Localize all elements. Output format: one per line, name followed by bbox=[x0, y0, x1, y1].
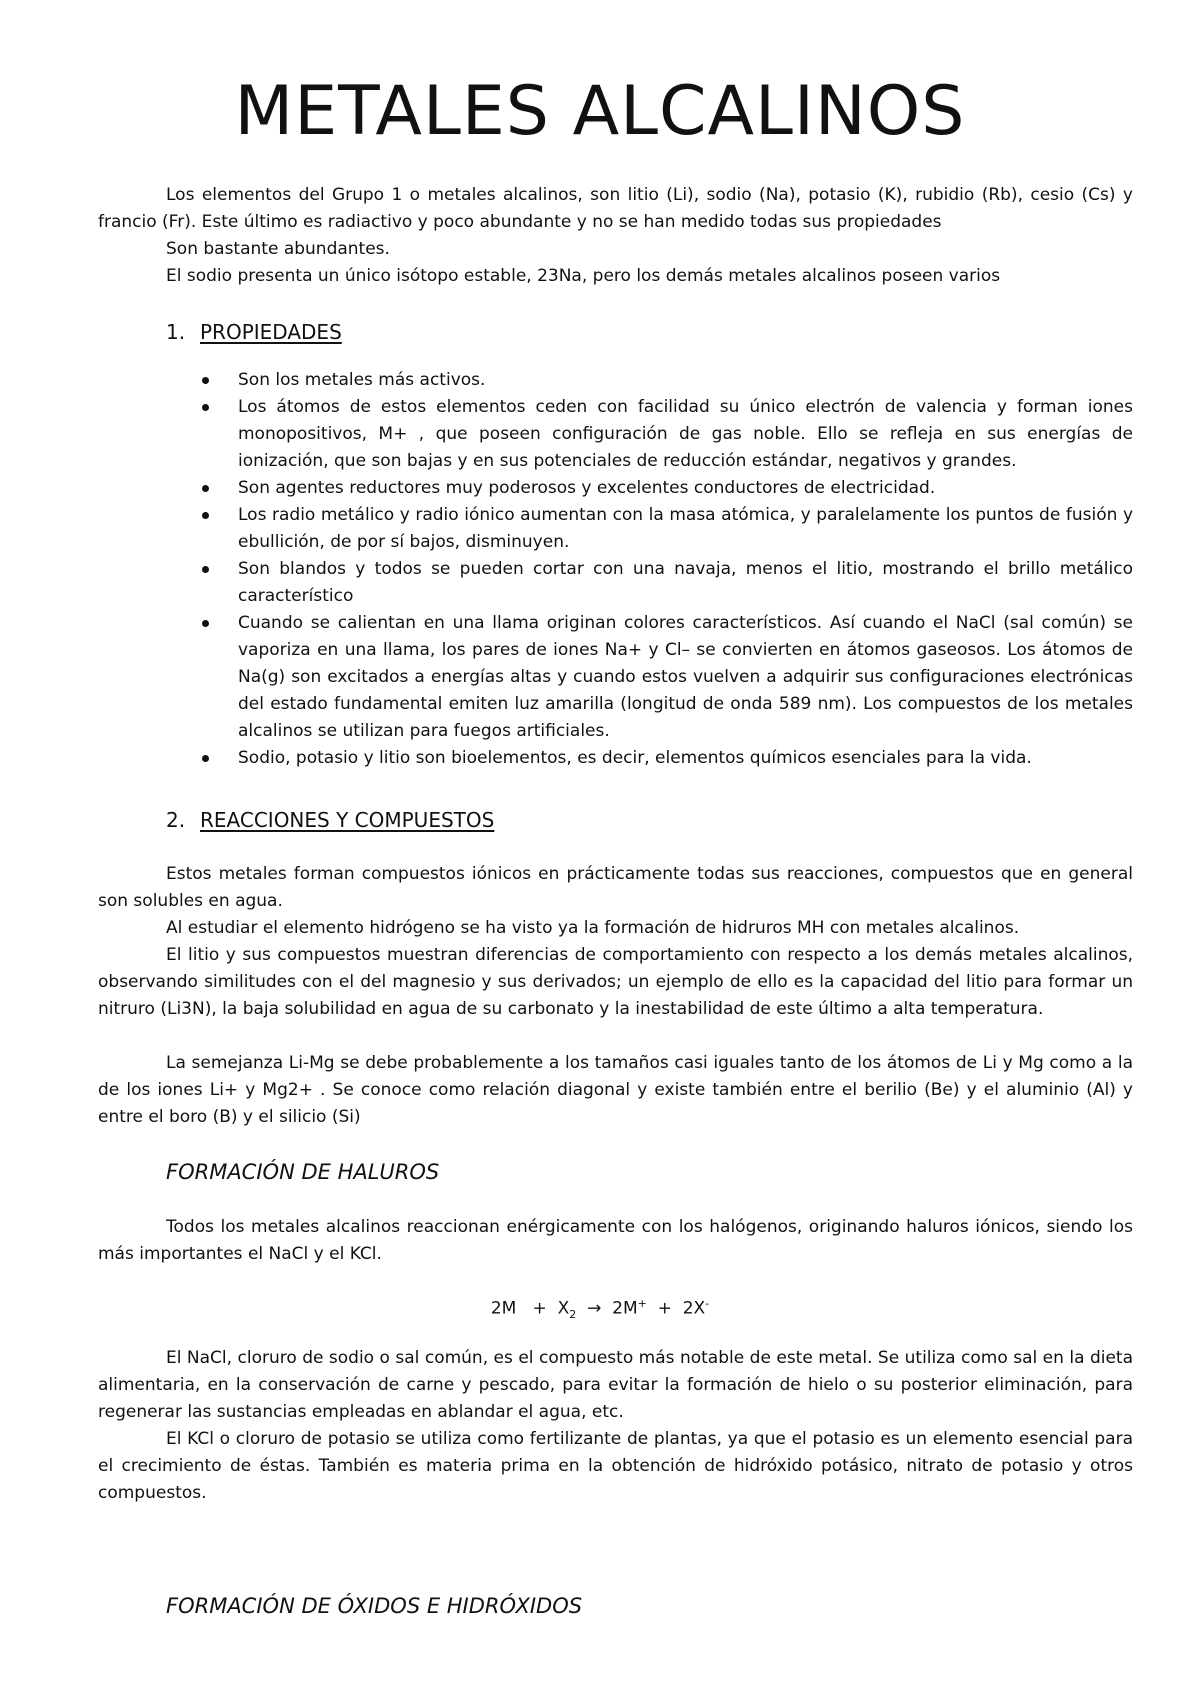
list-item-text: Sodio, potasio y litio son bioelementos, es decir, elementos químicos esenciales para la vida. bbox=[238, 748, 1032, 768]
section-title: PROPIEDADES bbox=[200, 320, 342, 344]
equation-superscript: - bbox=[705, 1297, 710, 1310]
list-item bbox=[200, 745, 1133, 772]
reacciones-paragraph-2: Al estudiar el elemento hidrógeno se ha visto ya la formación de hidruros MH con metales alcalinos. bbox=[166, 918, 1020, 938]
equation-plus: + bbox=[532, 1298, 547, 1319]
haluros-paragraph-3: El KCl o cloruro de potasio se utiliza como fertilizante de plantas, ya que el potasio es un elemento esencial para el crecimiento de éstas. También es materia prima en la obtención de hidróxido potásico, nitrato de potasio y otros compuestos. bbox=[98, 1429, 1133, 1503]
list-item bbox=[200, 475, 1133, 502]
list-item bbox=[200, 502, 1133, 556]
reacciones-paragraph-4: La semejanza Li-Mg se debe probablemente a los tamaños casi iguales tanto de los átomos de Li y Mg como a la de los iones Li+ y Mg2+ . Se conoce como relación diagonal y existe también entre el berilio (Be) y el aluminio (Al) y entre el boro (B) y el silicio (Si) bbox=[98, 1053, 1133, 1127]
list-item-text: Son agentes reductores muy poderosos y excelentes conductores de electricidad. bbox=[238, 478, 936, 498]
equation-product-anion: 2X bbox=[682, 1298, 706, 1319]
section-heading-propiedades bbox=[166, 318, 342, 346]
bullet-icon bbox=[202, 620, 209, 627]
list-item bbox=[200, 367, 1133, 394]
list-item-text: Los átomos de estos elementos ceden con facilidad su único electrón de valencia y forman iones monopositivos, M+ , que poseen configuración de gas noble. Ello se refleja en sus energías de ionización, que son bajas y en sus potenciales de reducción estándar, negativos y grandes. bbox=[238, 397, 1133, 471]
list-item-text: Cuando se calientan en una llama originan colores característicos. Así cuando el NaCl (sal común) se vaporiza en una llama, los pares de iones Na+ y Cl– se convierten en átomos gaseosos. Los átomos de Na(g) son excitados a energías altas y cuando estos vuelven a adquirir sus configuraciones electrónicas del estado fundamental emiten luz amarilla (longitud de onda 589 nm). Los compuestos de los metales alcalinos se utilizan para fuegos artificiales. bbox=[238, 613, 1133, 741]
document-title: METALES ALCALINOS bbox=[234, 72, 966, 151]
bullet-icon bbox=[202, 485, 209, 492]
bullet-icon bbox=[202, 566, 209, 573]
intro-paragraph: Los elementos del Grupo 1 o metales alcalinos, son litio (Li), sodio (Na), potasio (K), rubidio (Rb), cesio (Cs) y francio (Fr). Este último es radiactivo y poco abundante y no se han medido todas sus propiedades bbox=[98, 185, 1133, 232]
list-item-text: Son blandos y todos se pueden cortar con una navaja, menos el litio, mostrando el brillo metálico característico bbox=[238, 559, 1133, 606]
propiedades-list bbox=[200, 367, 1133, 772]
subheading-oxidos: FORMACIÓN DE ÓXIDOS E HIDRÓXIDOS bbox=[166, 1594, 583, 1618]
list-item bbox=[200, 610, 1133, 745]
section-title: REACCIONES Y COMPUESTOS bbox=[200, 808, 495, 832]
bullet-icon bbox=[202, 755, 209, 762]
haluros-paragraph-2: El NaCl, cloruro de sodio o sal común, es el compuesto más notable de este metal. Se utiliza como sal en la dieta alimentaria, en la conservación de carne y pescado, para evitar la formación de hielo o su posterior eliminación, para regenerar las sustancias empleadas en ablandar el agua, etc. bbox=[98, 1348, 1133, 1422]
list-item-text: Los radio metálico y radio iónico aumentan con la masa atómica, y paralelamente los puntos de fusión y ebullición, de por sí bajos, disminuyen. bbox=[238, 505, 1133, 552]
equation-plus: + bbox=[657, 1298, 672, 1319]
list-item bbox=[200, 394, 1133, 475]
list-item bbox=[200, 556, 1133, 610]
haluros-paragraph-1: Todos los metales alcalinos reaccionan enérgicamente con los halógenos, originando haluros iónicos, siendo los más importantes el NaCl y el KCl. bbox=[98, 1217, 1133, 1264]
section-number: 2. bbox=[166, 808, 186, 832]
bullet-icon bbox=[202, 512, 209, 519]
bullet-icon bbox=[202, 404, 209, 411]
section-heading-reacciones bbox=[166, 806, 494, 834]
bullet-icon bbox=[202, 377, 209, 384]
intro-abundance-line: Son bastante abundantes. bbox=[166, 239, 390, 259]
equation-subscript: 2 bbox=[569, 1308, 577, 1322]
halide-equation bbox=[0, 1290, 1200, 1328]
reacciones-paragraph-1: Estos metales forman compuestos iónicos en prácticamente todas sus reacciones, compuestos que en general son solubles en agua. bbox=[98, 864, 1133, 911]
subheading-haluros: FORMACIÓN DE HALUROS bbox=[166, 1160, 440, 1184]
reacciones-paragraph-3: El litio y sus compuestos muestran diferencias de comportamiento con respecto a los demás metales alcalinos, observando similitudes con el del magnesio y sus derivados; un ejemplo de ello es la capacidad del litio para formar un nitruro (Li3N), la baja solubilidad en agua de su carbonato y la inestabilidad de este último a alta temperatura. bbox=[98, 945, 1133, 1019]
list-item-text: Son los metales más activos. bbox=[238, 370, 486, 390]
equation-halogen: X bbox=[557, 1298, 570, 1319]
arrow-icon: → bbox=[587, 1298, 602, 1319]
section-number: 1. bbox=[166, 320, 186, 344]
equation-product-cation: 2M bbox=[612, 1298, 638, 1319]
equation-superscript: + bbox=[637, 1297, 647, 1310]
intro-isotope-line: El sodio presenta un único isótopo estable, 23Na, pero los demás metales alcalinos poseen varios bbox=[166, 266, 1001, 286]
equation-reactant: 2M bbox=[490, 1298, 517, 1319]
